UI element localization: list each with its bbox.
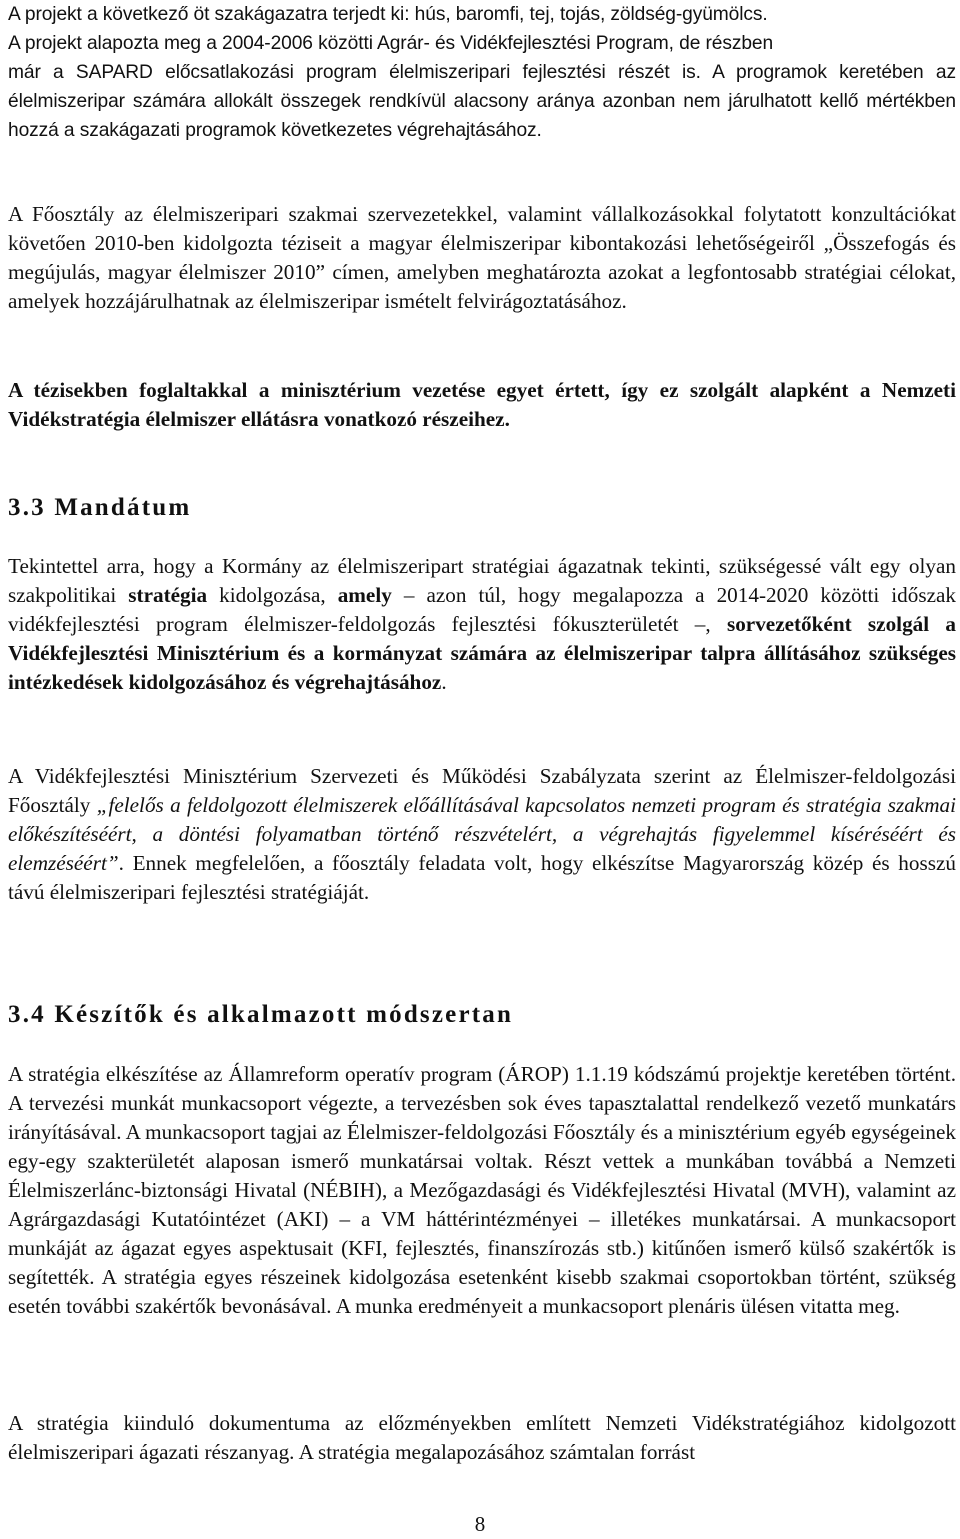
mandatum-text-3: – azon túl, hogy megalapozza a 2014-2020 közötti időszak vidékfejlesztési program élelmiszer-feldolgozás fejlesztési fókuszterületét –, — [8, 583, 957, 636]
szmsz-text-1: A Vidékfejlesztési Minisztérium Szervezeti és Működési Szabályzata szerint az Élelmiszer-feldolgozási Főosztály — [8, 764, 956, 817]
mandatum-bold-sorvezeto: sorvezetőként szolgál a Vidékfejlesztési Minisztérium és a kormányzat számára az élelmiszeripar talpra állításához szükséges intézkedések kidolgozásához és végrehajtásához — [8, 612, 956, 694]
mandatum-bold-amely: amely — [337, 583, 392, 607]
mandatum-text-1: Tekintettel arra, hogy a Kormány az élelmiszeripart stratégiai ágazatnak tekinti, szükségessé vált egy olyan szakpolitikai — [8, 554, 956, 607]
intro-line-3: már a SAPARD előcsatlakozási program élelmiszeripari fejlesztési részét is. — [8, 62, 701, 83]
foosztaly-paragraph: A Főosztály az élelmiszeripari szakmai szervezetekkel, valamint vállalkozásokkal folytatott konzultációkat követően 2010-ben kidolgozta téziseit a magyar élelmiszeripar kibontakozási lehetőségeiről „Összefogás és megújulás, magyar élelmiszer 2010” címen, amelyben meghatározta azokat a legfontosabb stratégiai célokat, amelyek hozzájárulhatnak az élelmiszeripar ismételt felvirágoztatásához. — [8, 202, 956, 313]
intro-line-1: A projekt a következő öt szakágazatra terjedt ki: hús, baromfi, tej, tojás, zöldség-gyümölcs. — [8, 4, 768, 25]
section-3-4-heading — [8, 1000, 513, 1030]
section-3-3-heading — [8, 493, 191, 523]
mandatum-text-2: kidolgozása, — [207, 583, 338, 607]
tezisek-bold-paragraph: A tézisekben foglaltakkal a minisztérium vezetése egyet értett, így ez szolgált alapként a Nemzeti Vidékstratégia élelmiszer ellátásra vonatkozó részeihez. — [8, 378, 956, 431]
mandatum-paragraph-2 — [8, 762, 956, 907]
mandatum-paragraph-1 — [8, 552, 956, 697]
intro-line-2: A projekt alapozta meg a 2004-2006 közötti Agrár- és Vidékfejlesztési Program, de részben — [8, 33, 774, 54]
section-3-4-number: 3.4 — [8, 1001, 46, 1028]
page-number: 8 — [474, 1512, 486, 1536]
keszitok-paragraph-2: A stratégia kiinduló dokumentuma az előzményekben említett Nemzeti Vidékstratégiához kidolgozott élelmiszeripari ágazati részanyag. A stratégia megalapozásához számtalan forrást — [8, 1411, 956, 1464]
intro-programs-text: A programok keretében az élelmiszeripar számára allokált összegek rendkívül alacsony aránya azonban nem járulhatott kellő mértékben hozzá a szakágazati programok következetes végrehajtásához. — [8, 62, 956, 141]
szmsz-text-2: . Ennek megfelelően, a főosztály feladata volt, hogy elkészítse Magyarország közép és hosszú távú élelmiszeripari fejlesztési stratégiáját. — [8, 851, 956, 904]
section-3-3-number: 3.3 — [8, 494, 46, 521]
szmsz-quote-italic: „felelős a feldolgozott élelmiszerek előállításával kapcsolatos nemzeti program és stratégia szakmai előkészítéséért, a döntési folyamatban történő részvételért, a végrehajtás figyelemmel kíséréséért és elemzéséért” — [8, 793, 956, 875]
keszitok-paragraph-1: A stratégia elkészítése az Államreform operatív program (ÁROP) 1.1.19 kódszámú projektje keretében történt. A tervezési munkát munkacsoport végezte, a tervezésben sok éves tapasztalattal rendelkező vezető munkatárs irányításával. A munkacsoport tagjai az Élelmiszer-feldolgozási Főosztály és a minisztérium egyéb egységeinek egy-egy szakterületét alaposan ismerő munkatársai voltak. Részt vettek a munkában továbbá a Nemzeti Élelmiszerlánc-biztonsági Hivatal (NÉBIH), a Mezőgazdasági és Vidékfejlesztési Hivatal (MVH), valamint az Agrárgazdasági Kutatóintézet (AKI) – a VM háttérintézményei – illetékes munkatársai. A munkacsoport munkáját az ágazat egyes aspektusait (KFI, fejlesztés, finanszírozás stb.) kitűnően ismerő külső szakértők is segítették. A stratégia egyes részeinek kidolgozása esetenként kisebb szakmai csoportokban történt, szükség esetén további szakértők bevonásával. A munka eredményeit a munkacsoport plenáris ülésen vitatta meg. — [8, 1062, 957, 1318]
section-3-3-title: Mandátum — [54, 494, 192, 521]
section-3-4-title: Készítők és alkalmazott módszertan — [54, 1001, 514, 1028]
mandatum-bold-strategia: stratégia — [128, 583, 208, 607]
intro-paragraph — [8, 0, 956, 145]
mandatum-text-4: . — [441, 670, 447, 694]
